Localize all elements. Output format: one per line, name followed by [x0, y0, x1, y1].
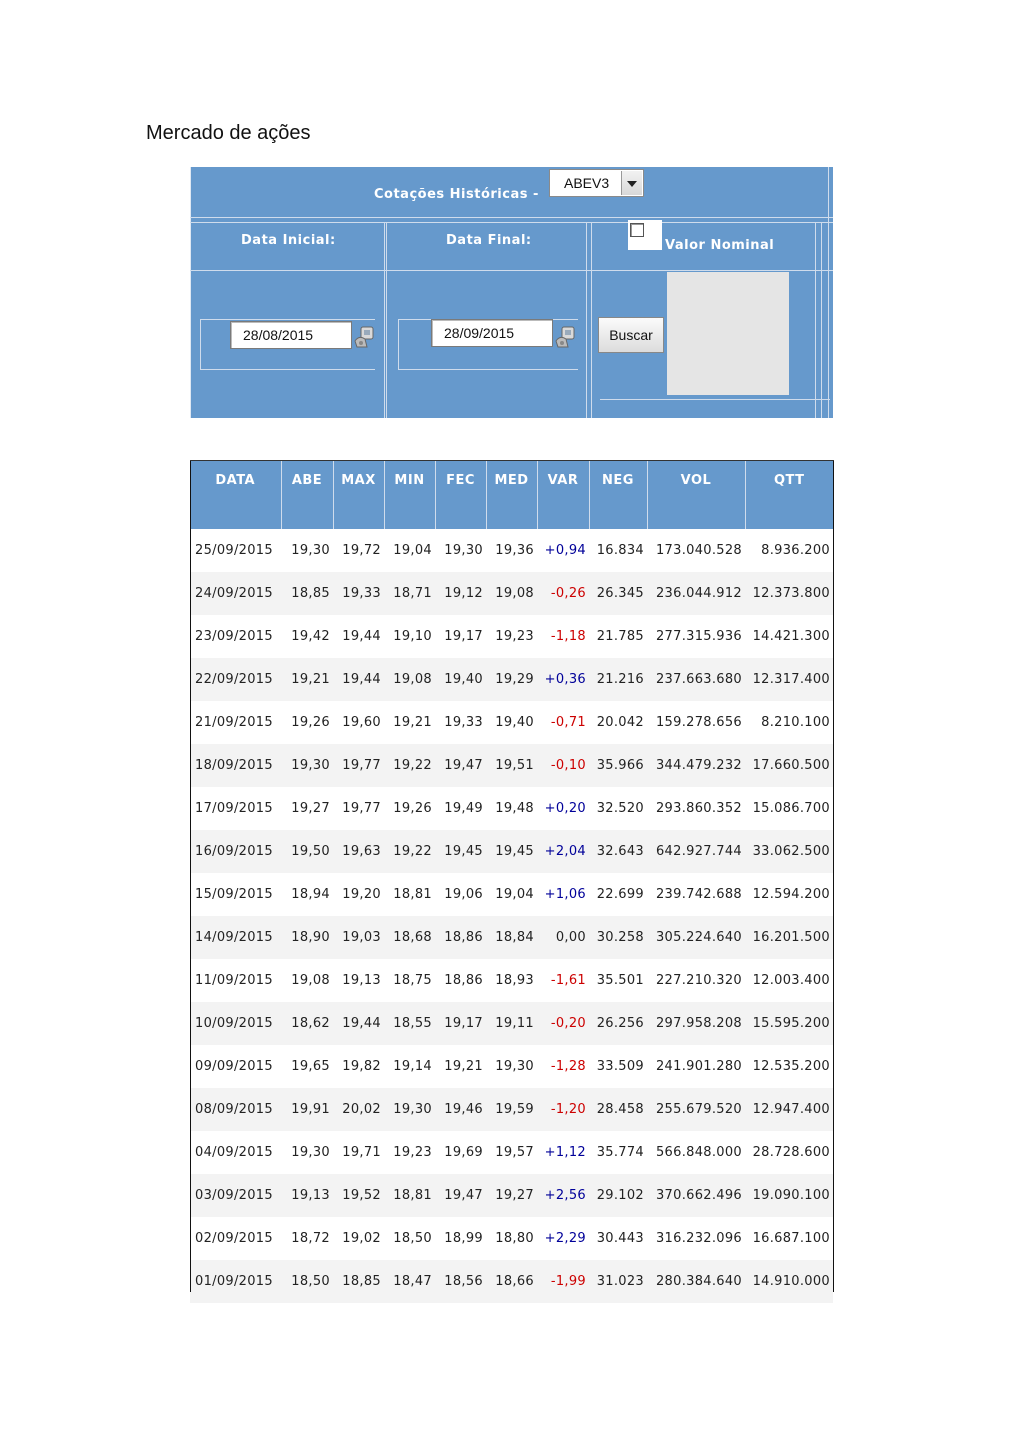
table-cell-abe: 19,08	[281, 959, 333, 1002]
panel-divider	[190, 222, 833, 223]
end-date-field[interactable]	[431, 319, 553, 347]
table-cell-med: 19,59	[486, 1088, 537, 1131]
table-row	[190, 830, 833, 873]
table-cell-data: 24/09/2015	[190, 572, 281, 615]
table-cell-med: 18,84	[486, 916, 537, 959]
table-cell-max: 19,52	[333, 1174, 384, 1217]
table-cell-vol: 237.663.680	[647, 658, 745, 701]
table-cell-min: 19,21	[384, 701, 435, 744]
table-cell-qtt: 12.535.200	[745, 1045, 833, 1088]
table-cell-qtt: 12.003.400	[745, 959, 833, 1002]
table-cell-min: 18,81	[384, 873, 435, 916]
table-cell-qtt: 14.421.300	[745, 615, 833, 658]
table-cell-min: 18,50	[384, 1217, 435, 1260]
table-cell-var: +2,56	[537, 1174, 589, 1217]
panel-divider	[190, 270, 833, 271]
table-cell-var: -0,26	[537, 572, 589, 615]
table-cell-med: 19,40	[486, 701, 537, 744]
table-cell-max: 19,44	[333, 1002, 384, 1045]
ticker-value: ABEV3	[564, 175, 610, 191]
table-cell-neg: 21.785	[589, 615, 647, 658]
table-cell-abe: 19,50	[281, 830, 333, 873]
table-cell-var: -0,71	[537, 701, 589, 744]
table-cell-vol: 239.742.688	[647, 873, 745, 916]
table-cell-min: 18,55	[384, 1002, 435, 1045]
table-cell-fec: 19,47	[435, 1174, 486, 1217]
table-row	[190, 1174, 833, 1217]
table-cell-vol: 280.384.640	[647, 1260, 745, 1303]
table-cell-neg: 35.774	[589, 1131, 647, 1174]
table-cell-vol: 255.679.520	[647, 1088, 745, 1131]
table-row	[190, 658, 833, 701]
table-cell-med: 19,04	[486, 873, 537, 916]
column-header[interactable]: MAX	[333, 461, 384, 529]
table-cell-min: 19,30	[384, 1088, 435, 1131]
table-row	[190, 1217, 833, 1260]
table-cell-min: 19,14	[384, 1045, 435, 1088]
table-cell-fec: 18,99	[435, 1217, 486, 1260]
table-body	[190, 529, 833, 1303]
ticker-select[interactable]	[549, 169, 644, 197]
table-cell-min: 19,10	[384, 615, 435, 658]
panel-divider	[821, 222, 822, 418]
quotes-table	[190, 461, 833, 1303]
column-header[interactable]: ABE	[281, 461, 333, 529]
table-cell-var: +2,04	[537, 830, 589, 873]
table-cell-max: 19,03	[333, 916, 384, 959]
table-cell-med: 18,80	[486, 1217, 537, 1260]
historic-quotes-label: Cotações Históricas -	[374, 187, 539, 202]
table-cell-fec: 19,49	[435, 787, 486, 830]
table-cell-vol: 370.662.496	[647, 1174, 745, 1217]
table-cell-abe: 19,42	[281, 615, 333, 658]
table-cell-var: -0,10	[537, 744, 589, 787]
table-cell-vol: 236.044.912	[647, 572, 745, 615]
table-cell-var: +0,94	[537, 529, 589, 572]
table-row	[190, 787, 833, 830]
column-header[interactable]: QTT	[745, 461, 833, 529]
table-cell-qtt: 19.090.100	[745, 1174, 833, 1217]
table-cell-neg: 26.345	[589, 572, 647, 615]
table-cell-data: 25/09/2015	[190, 529, 281, 572]
search-button[interactable]: Buscar	[598, 317, 664, 353]
table-cell-neg: 26.256	[589, 1002, 647, 1045]
table-cell-data: 23/09/2015	[190, 615, 281, 658]
table-cell-max: 19,63	[333, 830, 384, 873]
table-cell-abe: 18,90	[281, 916, 333, 959]
table-cell-var: -1,20	[537, 1088, 589, 1131]
table-cell-qtt: 17.660.500	[745, 744, 833, 787]
table-cell-data: 10/09/2015	[190, 1002, 281, 1045]
table-cell-fec: 19,40	[435, 658, 486, 701]
table-cell-data: 01/09/2015	[190, 1260, 281, 1303]
table-cell-data: 08/09/2015	[190, 1088, 281, 1131]
table-cell-data: 22/09/2015	[190, 658, 281, 701]
table-row	[190, 615, 833, 658]
panel-divider	[200, 319, 375, 320]
table-cell-data: 09/09/2015	[190, 1045, 281, 1088]
table-cell-fec: 19,06	[435, 873, 486, 916]
panel-divider	[398, 369, 578, 370]
table-cell-qtt: 15.086.700	[745, 787, 833, 830]
table-cell-fec: 19,47	[435, 744, 486, 787]
table-cell-fec: 18,86	[435, 959, 486, 1002]
table-cell-max: 19,77	[333, 744, 384, 787]
calendar-picker-icon[interactable]	[554, 325, 576, 349]
table-cell-neg: 30.258	[589, 916, 647, 959]
table-cell-vol: 305.224.640	[647, 916, 745, 959]
table-row	[190, 916, 833, 959]
column-header[interactable]: DATA	[190, 461, 281, 529]
table-cell-qtt: 8.936.200	[745, 529, 833, 572]
table-cell-data: 11/09/2015	[190, 959, 281, 1002]
table-row	[190, 1045, 833, 1088]
table-cell-abe: 18,85	[281, 572, 333, 615]
table-cell-max: 19,02	[333, 1217, 384, 1260]
start-date-field[interactable]	[230, 321, 352, 349]
table-cell-var: +2,29	[537, 1217, 589, 1260]
panel-divider	[200, 319, 201, 369]
page-title: Mercado de ações	[146, 122, 311, 144]
table-cell-max: 19,77	[333, 787, 384, 830]
table-cell-data: 03/09/2015	[190, 1174, 281, 1217]
table-cell-qtt: 12.947.400	[745, 1088, 833, 1131]
result-area	[667, 272, 789, 395]
table-cell-max: 19,20	[333, 873, 384, 916]
table-cell-data: 18/09/2015	[190, 744, 281, 787]
table-cell-min: 18,47	[384, 1260, 435, 1303]
table-cell-abe: 18,50	[281, 1260, 333, 1303]
table-cell-vol: 642.927.744	[647, 830, 745, 873]
table-cell-vol: 159.278.656	[647, 701, 745, 744]
end-date-value: 28/09/2015	[444, 325, 515, 341]
table-cell-vol: 277.315.936	[647, 615, 745, 658]
table-cell-data: 16/09/2015	[190, 830, 281, 873]
table-row	[190, 572, 833, 615]
table-cell-abe: 19,30	[281, 529, 333, 572]
table-cell-min: 19,23	[384, 1131, 435, 1174]
table-cell-neg: 20.042	[589, 701, 647, 744]
table-cell-min: 19,04	[384, 529, 435, 572]
panel-divider	[600, 399, 830, 400]
table-cell-neg: 33.509	[589, 1045, 647, 1088]
table-cell-abe: 19,30	[281, 744, 333, 787]
column-header[interactable]: MIN	[384, 461, 435, 529]
table-cell-fec: 18,56	[435, 1260, 486, 1303]
table-cell-fec: 19,45	[435, 830, 486, 873]
end-date-label: Data Final:	[446, 233, 532, 248]
table-border	[833, 461, 834, 1292]
table-cell-med: 19,36	[486, 529, 537, 572]
table-cell-med: 18,66	[486, 1260, 537, 1303]
panel-divider	[591, 222, 592, 418]
table-row	[190, 744, 833, 787]
table-cell-fec: 19,69	[435, 1131, 486, 1174]
table-cell-max: 19,72	[333, 529, 384, 572]
nominal-value-checkbox[interactable]	[628, 220, 662, 250]
table-cell-abe: 19,21	[281, 658, 333, 701]
table-cell-neg: 22.699	[589, 873, 647, 916]
table-cell-min: 19,08	[384, 658, 435, 701]
table-row	[190, 1088, 833, 1131]
table-cell-data: 02/09/2015	[190, 1217, 281, 1260]
table-cell-med: 19,11	[486, 1002, 537, 1045]
table-row	[190, 1260, 833, 1303]
table-cell-max: 18,85	[333, 1260, 384, 1303]
table-cell-abe: 18,72	[281, 1217, 333, 1260]
table-cell-med: 19,29	[486, 658, 537, 701]
table-row	[190, 1002, 833, 1045]
table-cell-vol: 344.479.232	[647, 744, 745, 787]
table-cell-neg: 21.216	[589, 658, 647, 701]
table-cell-neg: 16.834	[589, 529, 647, 572]
table-cell-med: 19,30	[486, 1045, 537, 1088]
column-header[interactable]: VOL	[647, 461, 745, 529]
table-cell-fec: 19,17	[435, 1002, 486, 1045]
table-cell-vol: 173.040.528	[647, 529, 745, 572]
table-cell-abe: 19,13	[281, 1174, 333, 1217]
table-cell-max: 19,44	[333, 658, 384, 701]
table-cell-abe: 19,65	[281, 1045, 333, 1088]
table-cell-qtt: 16.201.500	[745, 916, 833, 959]
table-cell-var: -0,20	[537, 1002, 589, 1045]
table-cell-fec: 19,30	[435, 529, 486, 572]
table-cell-var: +1,12	[537, 1131, 589, 1174]
table-row	[190, 959, 833, 1002]
table-cell-abe: 19,27	[281, 787, 333, 830]
table-cell-data: 15/09/2015	[190, 873, 281, 916]
table-cell-var: +0,20	[537, 787, 589, 830]
panel-divider	[398, 319, 399, 369]
table-cell-med: 19,08	[486, 572, 537, 615]
table-cell-data: 17/09/2015	[190, 787, 281, 830]
table-cell-max: 19,60	[333, 701, 384, 744]
checkbox-icon[interactable]	[630, 223, 644, 237]
table-cell-fec: 19,12	[435, 572, 486, 615]
calendar-picker-icon[interactable]	[353, 325, 375, 349]
table-cell-qtt: 33.062.500	[745, 830, 833, 873]
table-cell-vol: 566.848.000	[647, 1131, 745, 1174]
column-header[interactable]: MED	[486, 461, 537, 529]
table-cell-qtt: 8.210.100	[745, 701, 833, 744]
table-cell-med: 19,51	[486, 744, 537, 787]
table-cell-abe: 19,30	[281, 1131, 333, 1174]
table-cell-abe: 18,94	[281, 873, 333, 916]
panel-divider	[586, 222, 587, 418]
table-cell-neg: 28.458	[589, 1088, 647, 1131]
table-cell-var: -1,18	[537, 615, 589, 658]
table-cell-max: 19,44	[333, 615, 384, 658]
table-cell-neg: 35.501	[589, 959, 647, 1002]
table-cell-vol: 297.958.208	[647, 1002, 745, 1045]
table-cell-vol: 227.210.320	[647, 959, 745, 1002]
table-row	[190, 529, 833, 572]
table-cell-vol: 293.860.352	[647, 787, 745, 830]
table-cell-qtt: 15.595.200	[745, 1002, 833, 1045]
table-cell-abe: 19,91	[281, 1088, 333, 1131]
table-row	[190, 873, 833, 916]
table-cell-fec: 19,33	[435, 701, 486, 744]
table-cell-fec: 18,86	[435, 916, 486, 959]
table-cell-max: 19,13	[333, 959, 384, 1002]
table-cell-med: 19,57	[486, 1131, 537, 1174]
panel-divider	[384, 222, 385, 418]
chevron-down-icon[interactable]	[621, 171, 642, 195]
table-cell-neg: 32.520	[589, 787, 647, 830]
table-cell-abe: 19,26	[281, 701, 333, 744]
table-cell-qtt: 12.594.200	[745, 873, 833, 916]
table-cell-qtt: 12.373.800	[745, 572, 833, 615]
table-cell-var: -1,99	[537, 1260, 589, 1303]
start-date-value: 28/08/2015	[243, 327, 314, 343]
panel-divider	[190, 167, 191, 418]
table-cell-qtt: 28.728.600	[745, 1131, 833, 1174]
panel-divider	[386, 222, 387, 418]
panel-divider	[200, 369, 375, 370]
table-cell-fec: 19,46	[435, 1088, 486, 1131]
table-cell-qtt: 14.910.000	[745, 1260, 833, 1303]
table-border	[190, 461, 191, 1292]
column-header[interactable]: VAR	[537, 461, 589, 529]
panel-divider	[815, 222, 816, 418]
nominal-value-label: Valor Nominal	[665, 238, 775, 253]
table-cell-abe: 18,62	[281, 1002, 333, 1045]
filter-panel	[190, 167, 833, 418]
table-cell-min: 18,75	[384, 959, 435, 1002]
table-cell-data: 21/09/2015	[190, 701, 281, 744]
table-cell-min: 18,81	[384, 1174, 435, 1217]
table-row	[190, 1131, 833, 1174]
table-cell-med: 19,27	[486, 1174, 537, 1217]
table-cell-max: 19,71	[333, 1131, 384, 1174]
table-cell-min: 19,22	[384, 830, 435, 873]
table-cell-min: 18,71	[384, 572, 435, 615]
table-cell-neg: 31.023	[589, 1260, 647, 1303]
table-cell-med: 19,48	[486, 787, 537, 830]
table-cell-vol: 316.232.096	[647, 1217, 745, 1260]
table-cell-min: 18,68	[384, 916, 435, 959]
table-cell-med: 19,23	[486, 615, 537, 658]
table-cell-max: 19,82	[333, 1045, 384, 1088]
column-header[interactable]: NEG	[589, 461, 647, 529]
panel-divider	[190, 217, 833, 218]
start-date-label: Data Inicial:	[241, 233, 336, 248]
table-cell-data: 14/09/2015	[190, 916, 281, 959]
table-cell-max: 20,02	[333, 1088, 384, 1131]
table-cell-neg: 29.102	[589, 1174, 647, 1217]
table-header-row	[190, 461, 833, 529]
table-cell-min: 19,26	[384, 787, 435, 830]
table-cell-fec: 19,17	[435, 615, 486, 658]
table-cell-qtt: 12.317.400	[745, 658, 833, 701]
table-cell-var: -1,28	[537, 1045, 589, 1088]
table-cell-var: +1,06	[537, 873, 589, 916]
table-cell-vol: 241.901.280	[647, 1045, 745, 1088]
table-cell-neg: 30.443	[589, 1217, 647, 1260]
table-cell-neg: 32.643	[589, 830, 647, 873]
table-cell-neg: 35.966	[589, 744, 647, 787]
table-cell-min: 19,22	[384, 744, 435, 787]
table-cell-max: 19,33	[333, 572, 384, 615]
column-header[interactable]: FEC	[435, 461, 486, 529]
table-cell-qtt: 16.687.100	[745, 1217, 833, 1260]
table-cell-med: 19,45	[486, 830, 537, 873]
table-cell-var: +0,36	[537, 658, 589, 701]
table-cell-var: 0,00	[537, 916, 589, 959]
table-cell-var: -1,61	[537, 959, 589, 1002]
table-cell-data: 04/09/2015	[190, 1131, 281, 1174]
table-cell-fec: 19,21	[435, 1045, 486, 1088]
table-row	[190, 701, 833, 744]
table-cell-med: 18,93	[486, 959, 537, 1002]
panel-divider	[828, 167, 829, 418]
